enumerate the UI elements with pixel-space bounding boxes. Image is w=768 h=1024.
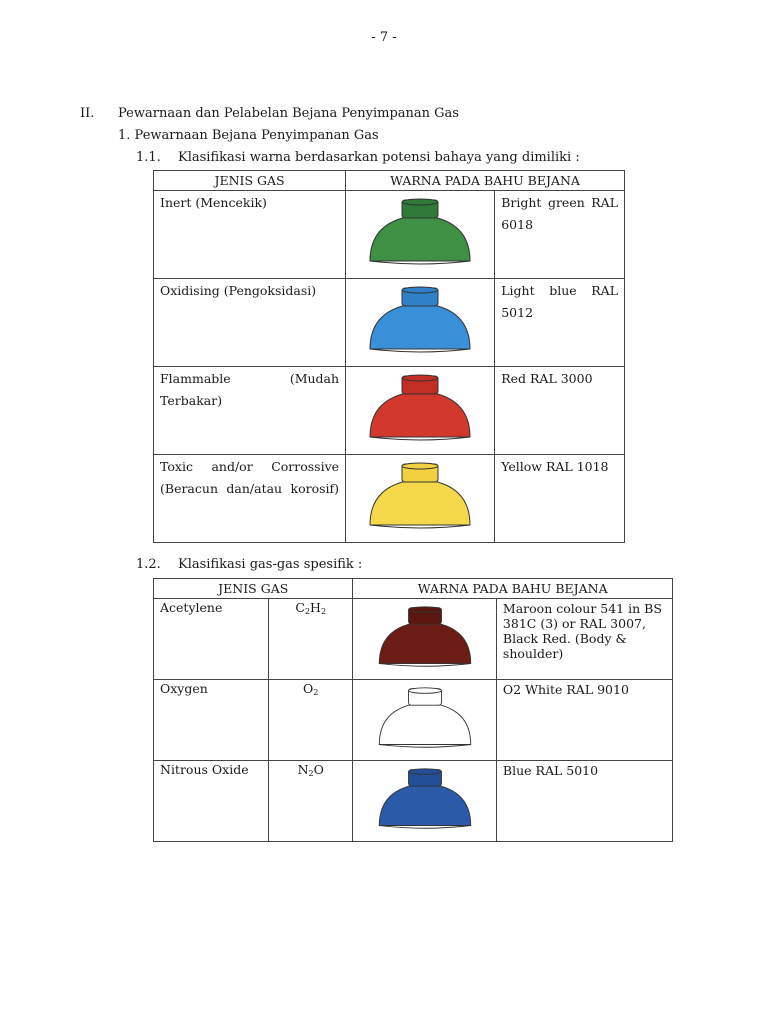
cylinder-shoulder-icon xyxy=(365,373,475,443)
formula-cell xyxy=(268,680,352,761)
color-swatch-cell xyxy=(346,279,495,367)
cylinder-shoulder-icon xyxy=(365,197,475,267)
color-description: Red RAL 3000 xyxy=(495,367,625,455)
table-row xyxy=(154,761,673,842)
table-header-row xyxy=(154,171,625,191)
cylinder-dome-shape xyxy=(379,621,470,663)
gas-type-cell: Oxidising (Pengoksidasi) xyxy=(154,279,346,367)
color-swatch-cell xyxy=(346,191,495,279)
color-description: Blue RAL 5010 xyxy=(496,761,672,842)
formula-part: O xyxy=(313,762,324,777)
gas-name-cell: Oxygen xyxy=(154,680,269,761)
subsubsection-number: 1.2. xyxy=(136,557,161,572)
subsection-heading: 1. Pewarnaan Bejana Penyimpanan Gas xyxy=(118,128,379,143)
cylinder-dome-shape xyxy=(379,702,470,744)
subsubsection-title: Klasifikasi gas-gas spesifik : xyxy=(178,557,363,572)
header-jenis-gas: JENIS GAS xyxy=(154,579,353,599)
formula-subscript: 2 xyxy=(304,607,311,616)
color-description: Yellow RAL 1018 xyxy=(495,455,625,543)
cylinder-cap-top xyxy=(402,463,438,469)
cylinder-dome-shape xyxy=(370,391,470,437)
cylinder-cap-top xyxy=(408,769,441,774)
subsubsection-heading-1 xyxy=(136,150,580,165)
header-warna: WARNA PADA BAHU BEJANA xyxy=(346,171,625,191)
cylinder-cap-top xyxy=(408,607,441,612)
formula-part: H xyxy=(310,600,321,615)
formula-part: C xyxy=(295,600,305,615)
gas-type-cell: Toxic and/or Corrossive (Beracun dan/atau korosif) xyxy=(154,455,346,543)
color-swatch-cell xyxy=(353,599,496,680)
table-row xyxy=(154,367,625,455)
formula-part: O xyxy=(303,681,314,696)
formula-subscript: 2 xyxy=(313,688,319,697)
header-warna: WARNA PADA BAHU BEJANA xyxy=(353,579,673,599)
table-row xyxy=(154,599,673,680)
table-row xyxy=(154,279,625,367)
color-description: Light blue RAL 5012 xyxy=(495,279,625,367)
subsubsection-heading-2 xyxy=(136,557,362,572)
cylinder-dome-shape xyxy=(370,303,470,349)
cylinder-shoulder-icon xyxy=(365,461,475,531)
formula-cell xyxy=(268,599,352,680)
subsubsection-title: Klasifikasi warna berdasarkan potensi bahaya yang dimiliki : xyxy=(178,150,580,165)
gas-name-cell: Nitrous Oxide xyxy=(154,761,269,842)
subsubsection-number: 1.1. xyxy=(136,150,161,165)
cylinder-shoulder-icon xyxy=(370,605,480,669)
gas-name-cell: Acetylene xyxy=(154,599,269,680)
specific-gas-table xyxy=(153,578,673,842)
cylinder-cap-top xyxy=(402,287,438,293)
section-heading xyxy=(80,106,459,121)
page-number: - 7 - xyxy=(371,30,397,45)
hazard-color-table xyxy=(153,170,625,543)
cylinder-shoulder-icon xyxy=(365,285,475,355)
color-swatch-cell xyxy=(353,680,496,761)
color-swatch-cell xyxy=(346,455,495,543)
cylinder-cap-top xyxy=(408,688,441,693)
color-swatch-cell xyxy=(353,761,496,842)
header-jenis-gas: JENIS GAS xyxy=(154,171,346,191)
color-description: Bright green RAL 6018 xyxy=(495,191,625,279)
section-number: II. xyxy=(80,106,95,121)
cylinder-dome-shape xyxy=(370,215,470,261)
table-row xyxy=(154,191,625,279)
gas-type-cell: Inert (Mencekik) xyxy=(154,191,346,279)
cylinder-shoulder-icon xyxy=(370,686,480,750)
section-title: Pewarnaan dan Pelabelan Bejana Penyimpanan Gas xyxy=(118,106,459,121)
table-row xyxy=(154,680,673,761)
color-description: Maroon colour 541 in BS 381C (3) or RAL 3007, Black Red. (Body & shoulder) xyxy=(496,599,672,680)
formula-part: N xyxy=(297,762,309,777)
table-row xyxy=(154,455,625,543)
formula-subscript: 2 xyxy=(320,607,327,616)
cylinder-cap-top xyxy=(402,199,438,205)
color-description: O2 White RAL 9010 xyxy=(496,680,672,761)
color-swatch-cell xyxy=(346,367,495,455)
cylinder-cap-top xyxy=(402,375,438,381)
gas-type-cell: Flammable (Mudah Terbakar) xyxy=(154,367,346,455)
formula-cell xyxy=(268,761,352,842)
table-header-row xyxy=(154,579,673,599)
cylinder-dome-shape xyxy=(370,479,470,525)
cylinder-shoulder-icon xyxy=(370,767,480,831)
formula-subscript: 2 xyxy=(308,769,314,778)
cylinder-dome-shape xyxy=(379,783,470,825)
